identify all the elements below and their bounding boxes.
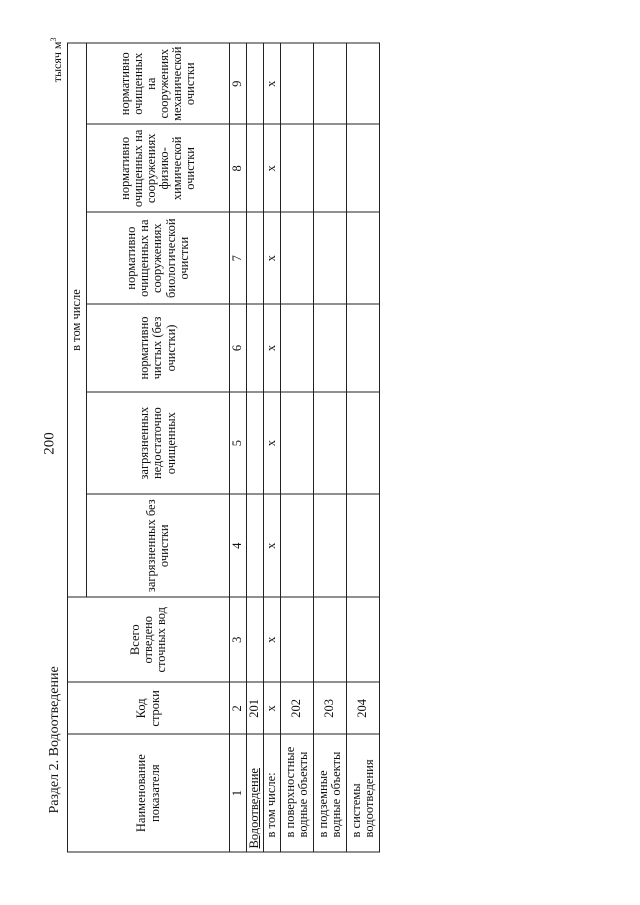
table-row bbox=[264, 43, 281, 852]
input-cell[interactable] bbox=[314, 391, 347, 494]
column-number: 1 bbox=[230, 734, 247, 852]
table-row bbox=[314, 43, 347, 852]
header-normatively-clean: нормативно чистых (без очистки) bbox=[87, 304, 230, 392]
table-row bbox=[281, 43, 314, 852]
input-cell[interactable] bbox=[247, 391, 264, 494]
cross-cell: x bbox=[264, 124, 281, 212]
input-cell[interactable] bbox=[247, 494, 264, 597]
header-in-that-number: в том числе bbox=[68, 43, 87, 597]
row-code: 201 bbox=[247, 682, 264, 734]
header-bio-treated: нормативно очищенных на сооружениях биологической очистки bbox=[87, 212, 230, 304]
header-row-1 bbox=[68, 43, 87, 852]
input-cell[interactable] bbox=[281, 43, 314, 124]
input-cell[interactable] bbox=[347, 43, 380, 124]
column-number: 9 bbox=[230, 43, 247, 124]
cross-cell: x bbox=[264, 494, 281, 597]
input-cell[interactable] bbox=[314, 212, 347, 304]
input-cell[interactable] bbox=[247, 212, 264, 304]
row-code: 203 bbox=[314, 682, 347, 734]
input-cell[interactable] bbox=[247, 304, 264, 392]
row-name: в том числе: bbox=[264, 734, 281, 852]
input-cell[interactable] bbox=[314, 494, 347, 597]
header-total: Всего отведено сточных вод bbox=[68, 597, 230, 682]
input-cell[interactable] bbox=[314, 304, 347, 392]
row-name: в поверхностные водные объекты bbox=[281, 734, 314, 852]
input-cell[interactable] bbox=[314, 597, 347, 682]
input-cell[interactable] bbox=[314, 43, 347, 124]
column-number: 7 bbox=[230, 212, 247, 304]
column-number: 2 bbox=[230, 682, 247, 734]
units-text: тысяч м bbox=[50, 41, 64, 82]
header-indicator-name: Наименование показателя bbox=[68, 734, 230, 852]
input-cell[interactable] bbox=[281, 597, 314, 682]
input-cell[interactable] bbox=[314, 124, 347, 212]
column-number: 3 bbox=[230, 597, 247, 682]
row-name: в системы водоотведения bbox=[347, 734, 380, 852]
column-number: 4 bbox=[230, 494, 247, 597]
header-row-code: Код строки bbox=[68, 682, 230, 734]
units-label bbox=[49, 37, 65, 82]
cross-cell: x bbox=[264, 304, 281, 392]
header-polluted-insufficient: загрязненных недостаточно очищенных bbox=[87, 391, 230, 494]
input-cell[interactable] bbox=[281, 304, 314, 392]
input-cell[interactable] bbox=[347, 597, 380, 682]
table-row bbox=[347, 43, 380, 852]
header-polluted-without-treatment: загрязненных без очистки bbox=[87, 494, 230, 597]
input-cell[interactable] bbox=[347, 212, 380, 304]
cross-cell: x bbox=[264, 597, 281, 682]
cross-cell: x bbox=[264, 43, 281, 124]
row-code: x bbox=[264, 682, 281, 734]
input-cell[interactable] bbox=[247, 124, 264, 212]
rotated-document bbox=[47, 37, 585, 852]
input-cell[interactable] bbox=[281, 212, 314, 304]
input-cell[interactable] bbox=[281, 494, 314, 597]
column-number: 6 bbox=[230, 304, 247, 392]
input-cell[interactable] bbox=[281, 124, 314, 212]
section-title: Раздел 2. Водоотведение bbox=[47, 665, 62, 813]
input-cell[interactable] bbox=[347, 494, 380, 597]
cross-cell: x bbox=[264, 391, 281, 494]
page-number: 200 bbox=[41, 432, 58, 455]
input-cell[interactable] bbox=[247, 597, 264, 682]
column-number-row bbox=[230, 43, 247, 852]
cross-cell: x bbox=[264, 212, 281, 304]
row-name bbox=[247, 734, 264, 852]
input-cell[interactable] bbox=[247, 43, 264, 124]
units-superscript: 3 bbox=[49, 37, 58, 41]
row-name-text: Водоотведение bbox=[247, 767, 262, 848]
water-disposal-table bbox=[67, 42, 380, 852]
row-code: 204 bbox=[347, 682, 380, 734]
table-row bbox=[247, 43, 264, 852]
column-number: 5 bbox=[230, 391, 247, 494]
row-name: в подземные водные объекты bbox=[314, 734, 347, 852]
header-physchem-treated: нормативно очищенных на сооружениях физико-химической очистки bbox=[87, 124, 230, 212]
input-cell[interactable] bbox=[347, 304, 380, 392]
input-cell[interactable] bbox=[347, 391, 380, 494]
header-mech-treated: нормативно очищенных на сооружениях механической очистки bbox=[87, 43, 230, 124]
row-code: 202 bbox=[281, 682, 314, 734]
input-cell[interactable] bbox=[347, 124, 380, 212]
column-number: 8 bbox=[230, 124, 247, 212]
input-cell[interactable] bbox=[281, 391, 314, 494]
